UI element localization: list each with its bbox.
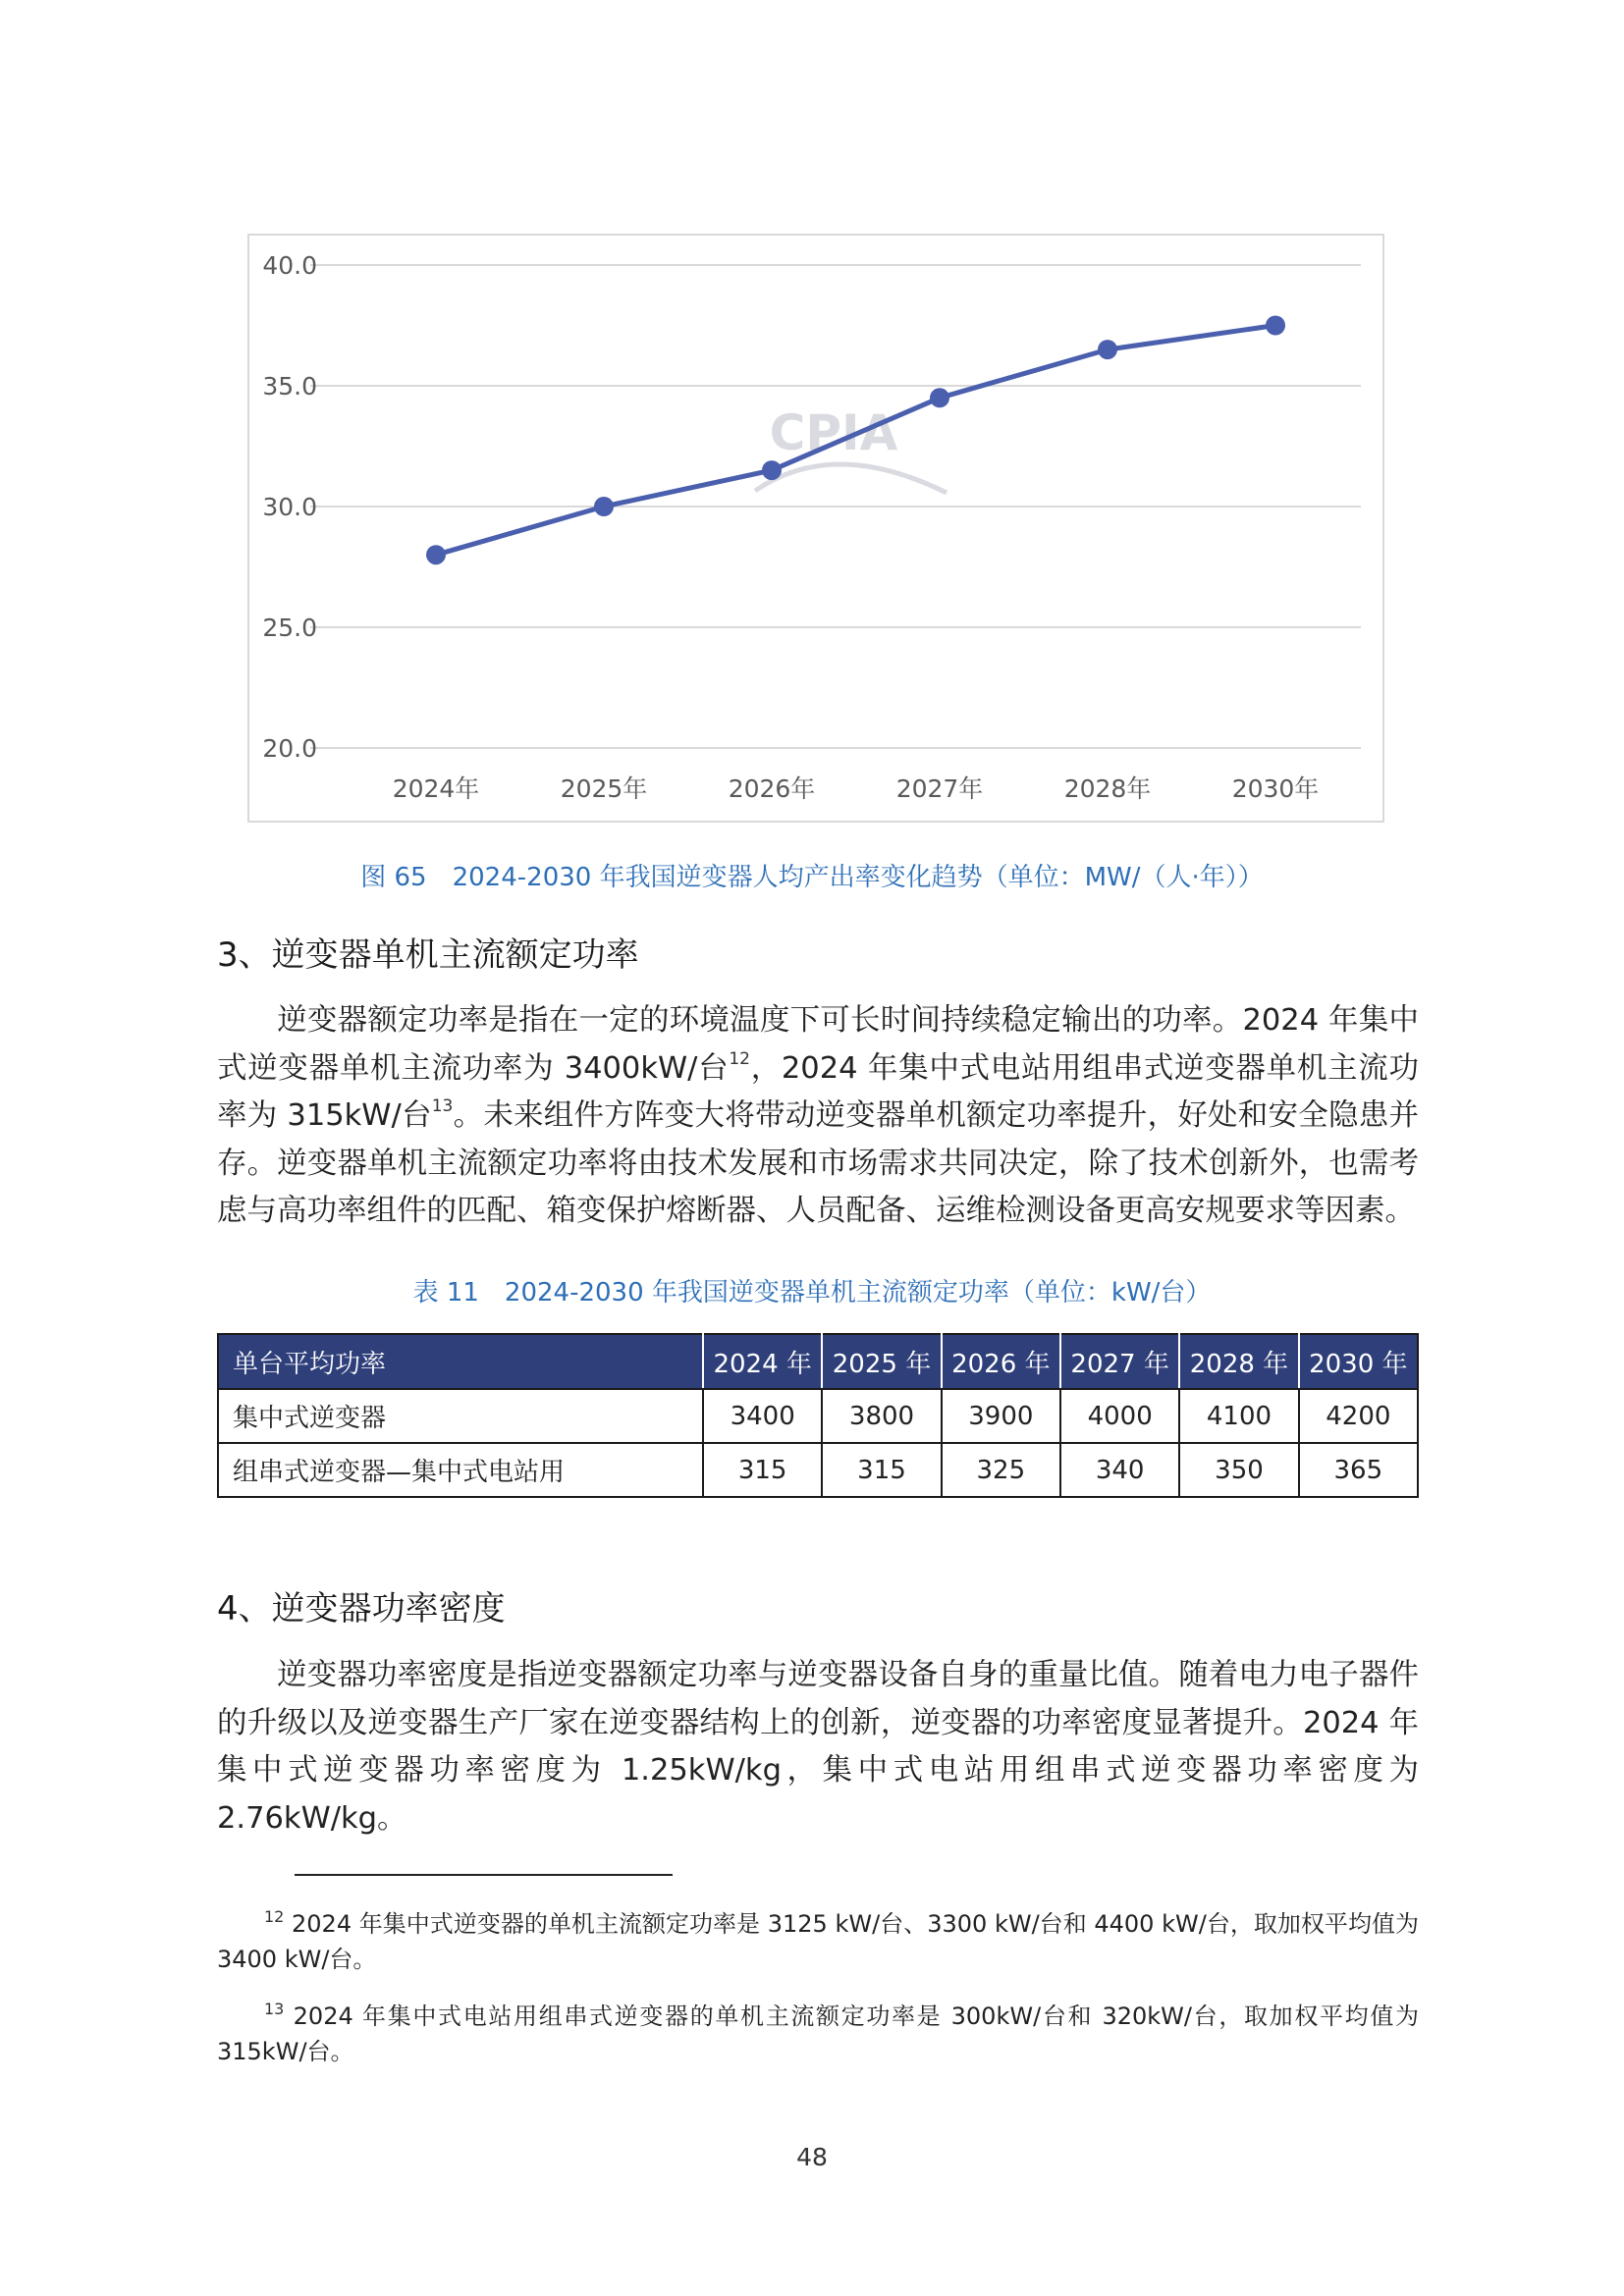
data-point xyxy=(1098,340,1117,359)
y-tick-label: 40.0 xyxy=(262,251,317,280)
table-cell: 4000 xyxy=(1060,1389,1179,1443)
table-cell: 组串式逆变器—集中式电站用 xyxy=(218,1443,703,1497)
line-chart xyxy=(247,234,1384,823)
table-header-row xyxy=(218,1334,1418,1389)
data-point xyxy=(1266,316,1285,336)
x-tick-label: 2024年 xyxy=(392,774,480,803)
table-cell: 集中式逆变器 xyxy=(218,1389,703,1443)
y-tick-label: 25.0 xyxy=(262,614,317,642)
table-cell: 3800 xyxy=(822,1389,941,1443)
y-tick-label: 35.0 xyxy=(262,372,317,400)
section3-paragraph xyxy=(217,997,1419,1236)
table-caption: 表 11 2024-2030 年我国逆变器单机主流额定功率（单位：kW/台） xyxy=(412,1278,1212,1308)
section3-text-b: ，2024 年集中式电站用组串式逆变器单机主流功率为 315kW/台 xyxy=(217,1050,1419,1133)
table-header-cell: 2027 年 xyxy=(1060,1334,1179,1389)
table-header-cell: 2026 年 xyxy=(942,1334,1060,1389)
section3-text-c: 。未来组件方阵变大将带动逆变器单机额定功率提升，好处和安全隐患并存。逆变器单机主流额定功率将由技术发展和市场需求共同决定，除了技术创新外，也需考虑与高功率组件的匹配、箱变保护熔断器、人员配备、运维检测设备更高安规要求等因素。 xyxy=(217,1098,1419,1228)
power-table xyxy=(217,1333,1419,1498)
figure-caption: 图 65 2024-2030 年我国逆变器人均产出率变化趋势（单位：MW/（人·年）） xyxy=(360,863,1264,892)
table-row xyxy=(218,1389,1418,1443)
data-point xyxy=(762,460,782,480)
data-point xyxy=(426,545,446,564)
x-tick-label: 2025年 xyxy=(560,774,648,803)
watermark-logo: CPIA xyxy=(769,404,898,461)
y-tick-label: 20.0 xyxy=(262,734,317,763)
footnote-12 xyxy=(217,1906,1419,1977)
table-cell: 365 xyxy=(1299,1443,1418,1497)
table-header-cell: 单台平均功率 xyxy=(218,1334,703,1389)
footnote-mark: 13 xyxy=(264,2000,285,2018)
table-cell: 3400 xyxy=(703,1389,822,1443)
table-header-cell: 2025 年 xyxy=(822,1334,941,1389)
table-cell: 315 xyxy=(703,1443,822,1497)
table-cell: 340 xyxy=(1060,1443,1179,1497)
table-header-cell: 2028 年 xyxy=(1179,1334,1298,1389)
table-cell: 325 xyxy=(942,1443,1060,1497)
table-cell: 4100 xyxy=(1179,1389,1298,1443)
section3-text-a: 逆变器额定功率是指在一定的环境温度下可长时间持续稳定输出的功率。2024 年集中式逆变器单机主流功率为 3400kW/台 xyxy=(217,1003,1419,1086)
footnote-divider xyxy=(295,1874,673,1876)
footnote-mark: 12 xyxy=(264,1907,285,1926)
section3-heading: 3、逆变器单机主流额定功率 xyxy=(217,935,639,975)
x-tick-label: 2028年 xyxy=(1063,774,1152,803)
section4-text: 逆变器功率密度是指逆变器额定功率与逆变器设备自身的重量比值。随着电力电子器件的升级以及逆变器生产厂家在逆变器结构上的创新，逆变器的功率密度显著提升。2024 年集中式逆变器功率密度为 1.25kW/kg，集中式电站用组串式逆变器功率密度为 2.76kW/kg。 xyxy=(217,1658,1419,1836)
section4-paragraph xyxy=(217,1652,1419,1842)
table-row xyxy=(218,1443,1418,1497)
footnote-13 xyxy=(217,1999,1419,2069)
chart-svg xyxy=(249,236,1386,825)
footnote-text: 2024 年集中式电站用组串式逆变器的单机主流额定功率是 300kW/台和 320kW/台，取加权平均值为 315kW/台。 xyxy=(217,2002,1419,2065)
y-tick-label: 30.0 xyxy=(262,493,317,521)
x-tick-label: 2030年 xyxy=(1231,774,1320,803)
table-header-cell: 2024 年 xyxy=(703,1334,822,1389)
table-cell: 315 xyxy=(822,1443,941,1497)
footnote-ref-13[interactable]: 13 xyxy=(431,1096,454,1116)
table-cell: 3900 xyxy=(942,1389,1060,1443)
section4-heading: 4、逆变器功率密度 xyxy=(217,1589,506,1629)
data-point xyxy=(594,497,614,516)
table-header-cell: 2030 年 xyxy=(1299,1334,1418,1389)
x-tick-label: 2027年 xyxy=(895,774,984,803)
footnote-text: 2024 年集中式逆变器的单机主流额定功率是 3125 kW/台、3300 kW/台和 4400 kW/台，取加权平均值为 3400 kW/台。 xyxy=(217,1910,1419,1973)
table-cell: 350 xyxy=(1179,1443,1298,1497)
table-cell: 4200 xyxy=(1299,1389,1418,1443)
footnote-ref-12[interactable]: 12 xyxy=(729,1048,750,1069)
page-number: 48 xyxy=(796,2143,828,2171)
watermark-arc xyxy=(755,464,947,493)
data-point xyxy=(930,388,949,407)
x-tick-label: 2026年 xyxy=(728,774,816,803)
